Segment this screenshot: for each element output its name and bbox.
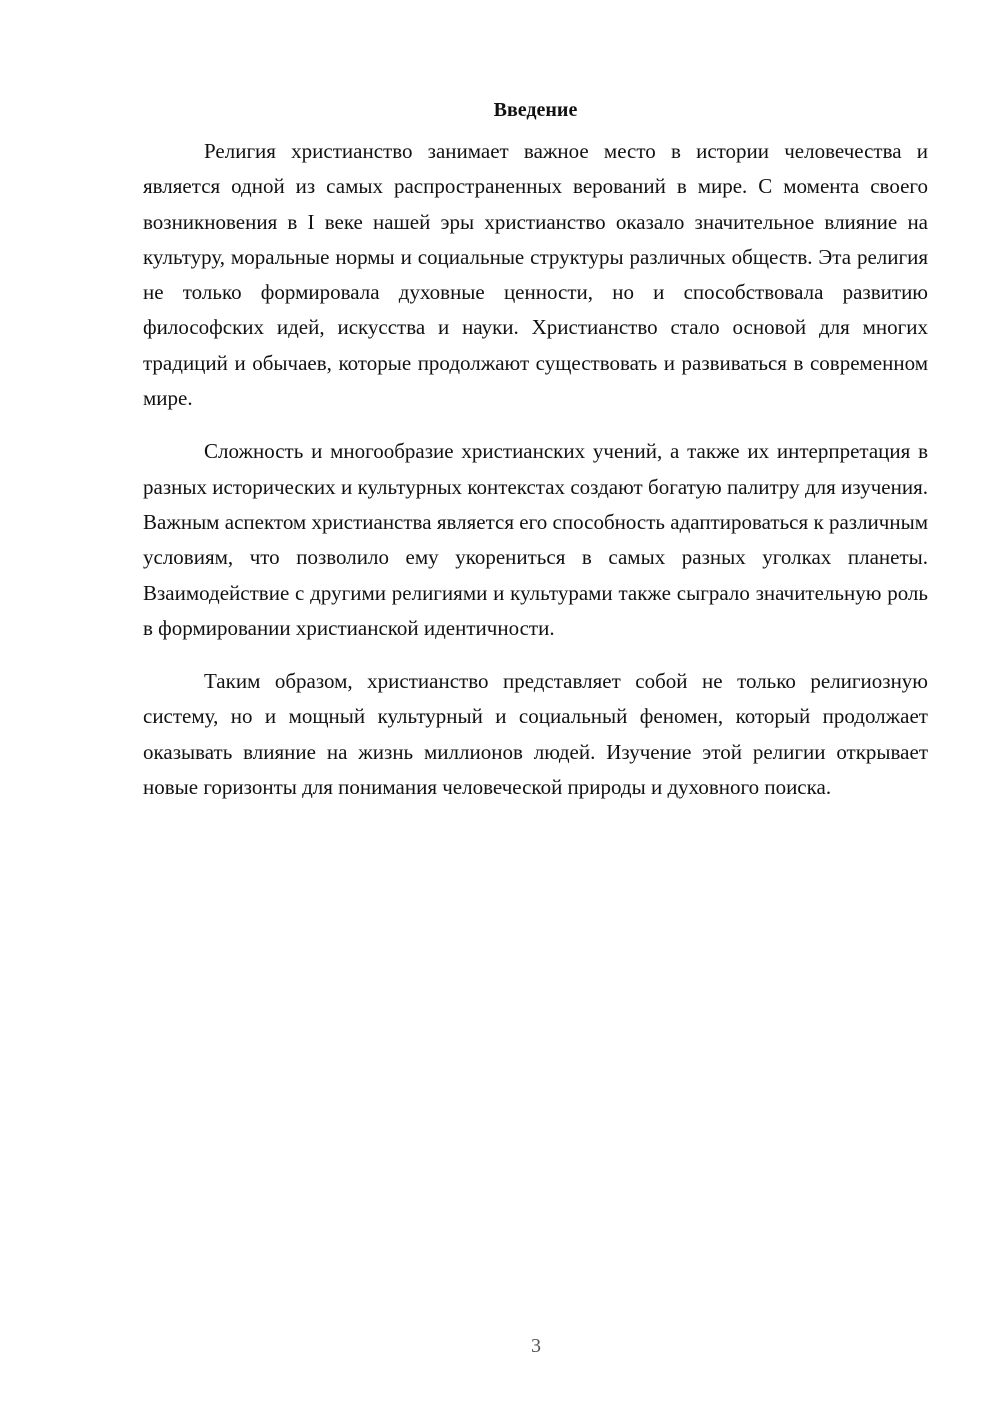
paragraph-3: Таким образом, христианство представляет собой не только религиозную систему, но и мощный культурный и социальный феномен, который продолжает оказывать влияние на жизнь миллионов людей. Изучение этой религии открывает новые горизонты для понимания человеческой природы и духовного поиска. (143, 669, 928, 800)
section-heading: Введение (493, 99, 578, 121)
page-number: 3 (531, 1335, 541, 1357)
page-content (143, 96, 928, 823)
paragraph-2: Сложность и многообразие христианских учений, а также их интерпретация в разных исторических и культурных контекстах создают богатую палитру для изучения. Важным аспектом христианства является его способность адаптироваться к различным условиям, что позволило ему укорениться в самых разных уголках планеты. Взаимодействие с другими религиями и культурами также сыграло значительную роль в формировании христианской идентичности. (143, 439, 928, 640)
paragraph-1: Религия христианство занимает важное место в истории человечества и является одной из самых распространенных верований в мире. С момента своего возникновения в I веке нашей эры христианство оказало значительное влияние на культуру, моральные нормы и социальные структуры различных обществ. Эта религия не только формировала духовные ценности, но и способствовала развитию философских идей, искусства и науки. Христианство стало основой для многих традиций и обычаев, которые продолжают существовать и развиваться в современном мире. (143, 139, 928, 411)
